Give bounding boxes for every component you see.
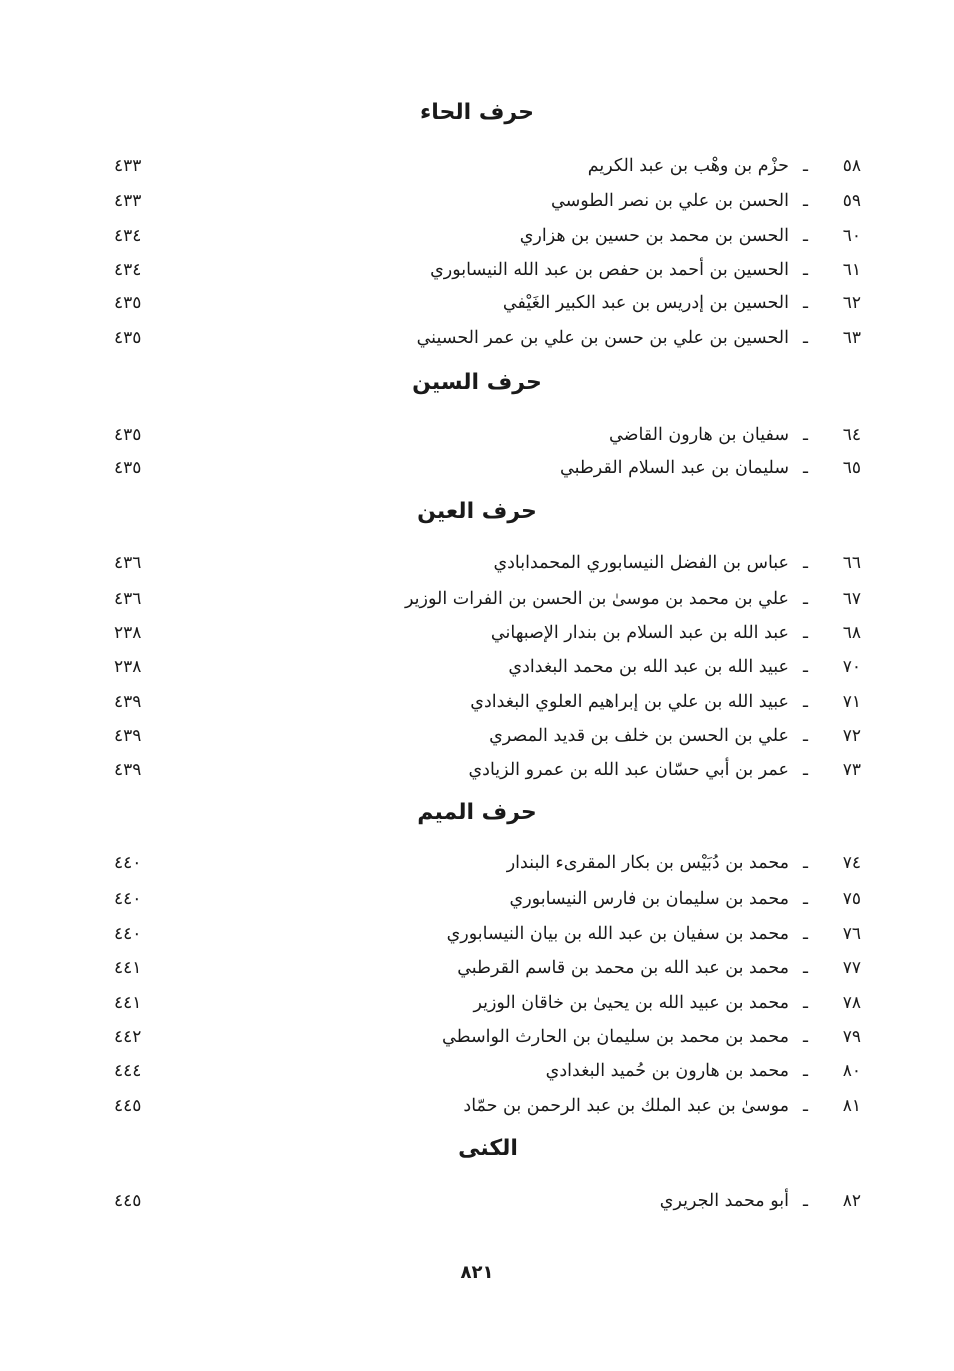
entry-name: محمد بن سفيان بن عبد الله بن بيان النيسابوري <box>446 924 789 944</box>
section-heading-ayn: حرف العين <box>417 499 537 524</box>
entry-name: محمد بن عبيد الله بن يحيىٰ بن خاقان الوزير <box>473 993 789 1013</box>
entry-page: ٤٣٤ <box>114 226 142 246</box>
entry-dash: ـ <box>803 623 808 643</box>
index-entry <box>0 951 954 985</box>
entry-page: ٤٣٤ <box>114 260 142 280</box>
entry-dash: ـ <box>803 191 808 211</box>
entry-name: عمر بن أبي حسّان عبد الله بن عمرو الزيادي <box>468 760 789 780</box>
entry-name: الحسين بن علي بن حسن بن علي بن عمر الحسيني <box>416 328 789 348</box>
entry-page: ٤٤٥ <box>114 1191 142 1211</box>
entry-number: ٧٤ <box>842 853 861 873</box>
section-heading-sin: حرف السين <box>412 370 542 395</box>
index-entry <box>0 321 954 355</box>
entry-page: ٤٣٥ <box>114 425 142 445</box>
entry-page: ٤٤٠ <box>114 889 142 909</box>
entry-number: ٧١ <box>842 692 861 712</box>
entry-number: ٧٣ <box>842 760 861 780</box>
entry-number: ٧٩ <box>842 1027 861 1047</box>
entry-name: الحسن بن محمد بن حسين بن هزاري <box>519 226 789 246</box>
index-entry <box>0 219 954 253</box>
entry-name: عبد الله بن عبد السلام بن بندار الإصبهاني <box>490 623 789 643</box>
entry-page: ٤٤٤ <box>114 1061 142 1081</box>
index-entry <box>0 418 954 452</box>
entry-page: ٤٣٥ <box>114 328 142 348</box>
entry-number: ٧٦ <box>842 924 861 944</box>
entry-number: ٨٢ <box>842 1191 861 1211</box>
entry-number: ٧٨ <box>842 993 861 1013</box>
index-entry <box>0 882 954 916</box>
entry-name: سفيان بن هارون القاضي <box>609 425 789 445</box>
entry-dash: ـ <box>803 924 808 944</box>
entry-dash: ـ <box>803 993 808 1013</box>
index-entry <box>0 1184 954 1218</box>
entry-number: ٦٣ <box>842 328 861 348</box>
entry-dash: ـ <box>803 692 808 712</box>
entry-number: ٨٠ <box>842 1061 861 1081</box>
index-entry <box>0 685 954 719</box>
entry-number: ٦٤ <box>842 425 861 445</box>
entry-dash: ـ <box>803 589 808 609</box>
index-entry <box>0 917 954 951</box>
section-heading-mim: حرف الميم <box>417 800 537 825</box>
entry-page: ٤٣٣ <box>114 191 142 211</box>
entry-dash: ـ <box>803 958 808 978</box>
page-number: ٨٢١ <box>460 1262 494 1283</box>
entry-page: ٤٤٠ <box>114 924 142 944</box>
entry-page: ٤٣٩ <box>114 692 142 712</box>
entry-number: ٧٠ <box>842 657 861 677</box>
index-entry <box>0 546 954 580</box>
entry-page: ٤٤١ <box>114 993 142 1013</box>
entry-name: علي بن الحسن بن خلف بن قديد المصري <box>489 726 789 746</box>
entry-dash: ـ <box>803 1191 808 1211</box>
entry-page: ٤٤١ <box>114 958 142 978</box>
index-entry <box>0 1054 954 1088</box>
entry-name: الحسين بن أحمد بن حفص بن عبد الله النيسابوري <box>430 260 789 280</box>
entry-number: ٦٧ <box>842 589 861 609</box>
entry-name: محمد بن سليمان بن فارس النيسابوري <box>509 889 789 909</box>
index-entry <box>0 719 954 753</box>
entry-name: موسىٰ بن عبد الملك بن عبد الرحمن بن حمّاد <box>463 1096 789 1116</box>
entry-dash: ـ <box>803 1096 808 1116</box>
section-heading-ha: حرف الحاء <box>420 100 534 125</box>
entry-number: ٦١ <box>842 260 861 280</box>
entry-name: حزْم بن وهْب بن عبد الكريم <box>587 156 789 176</box>
entry-page: ٤٣٦ <box>114 553 142 573</box>
entry-dash: ـ <box>803 156 808 176</box>
entry-number: ٦٠ <box>842 226 861 246</box>
entry-page: ٤٤٢ <box>114 1027 142 1047</box>
entry-page: ٢٣٨ <box>114 657 142 677</box>
entry-name: محمد بن عبد الله بن محمد بن قاسم القرطبي <box>457 958 789 978</box>
entry-dash: ـ <box>803 328 808 348</box>
entry-dash: ـ <box>803 760 808 780</box>
entry-number: ٦٦ <box>842 553 861 573</box>
index-entry <box>0 253 954 287</box>
index-entry <box>0 451 954 485</box>
entry-page: ٤٣٩ <box>114 726 142 746</box>
entry-number: ٦٨ <box>842 623 861 643</box>
index-entry <box>0 753 954 787</box>
entry-name: عبيد الله بن عبد الله بن محمد البغدادي <box>508 657 789 677</box>
index-entry <box>0 286 954 320</box>
entry-page: ٤٣٥ <box>114 458 142 478</box>
entry-number: ٦٢ <box>842 293 861 313</box>
entry-page: ٤٣٩ <box>114 760 142 780</box>
entry-page: ٤٣٦ <box>114 589 142 609</box>
entry-page: ٤٤٠ <box>114 853 142 873</box>
entry-name: سليمان بن عبد السلام القرطبي <box>560 458 789 478</box>
entry-page: ٤٣٣ <box>114 156 142 176</box>
entry-page: ٤٣٥ <box>114 293 142 313</box>
entry-page: ٢٣٨ <box>114 623 142 643</box>
entry-dash: ـ <box>803 1027 808 1047</box>
entry-number: ٧٥ <box>842 889 861 909</box>
entry-dash: ـ <box>803 458 808 478</box>
entry-number: ٧٧ <box>842 958 861 978</box>
entry-name: علي بن محمد بن موسىٰ بن الحسن بن الفرات الوزير <box>405 589 789 609</box>
index-entry <box>0 1089 954 1123</box>
entry-dash: ـ <box>803 889 808 909</box>
entry-dash: ـ <box>803 657 808 677</box>
entry-number: ٥٨ <box>842 156 861 176</box>
entry-number: ٨١ <box>842 1096 861 1116</box>
entry-number: ٥٩ <box>842 191 861 211</box>
entry-name: أبو محمد الجريري <box>659 1191 789 1211</box>
entry-name: عبيد الله بن علي بن إبراهيم العلوي البغدادي <box>470 692 789 712</box>
entry-dash: ـ <box>803 226 808 246</box>
index-entry <box>0 1020 954 1054</box>
section-heading-kuna: الكنى <box>458 1136 518 1161</box>
index-entry <box>0 184 954 218</box>
entry-dash: ـ <box>803 726 808 746</box>
entry-dash: ـ <box>803 553 808 573</box>
index-entry <box>0 582 954 616</box>
entry-dash: ـ <box>803 425 808 445</box>
index-entry <box>0 149 954 183</box>
entry-name: الحسين بن إدريس بن عبد الكبير الغَيْفي <box>502 293 789 313</box>
index-entry <box>0 986 954 1020</box>
entry-name: محمد بن محمد بن سليمان بن الحارث الواسطي <box>442 1027 789 1047</box>
entry-number: ٧٢ <box>842 726 861 746</box>
entry-name: الحسن بن علي بن نصر الطوسي <box>551 191 789 211</box>
index-entry <box>0 846 954 880</box>
entry-dash: ـ <box>803 293 808 313</box>
entry-page: ٤٤٥ <box>114 1096 142 1116</box>
entry-dash: ـ <box>803 260 808 280</box>
index-entry <box>0 616 954 650</box>
entry-number: ٦٥ <box>842 458 861 478</box>
entry-dash: ـ <box>803 1061 808 1081</box>
entry-dash: ـ <box>803 853 808 873</box>
index-entry <box>0 650 954 684</box>
entry-name: عباس بن الفضل النيسابوري المحمدابادي <box>493 553 789 573</box>
entry-name: محمد بن هارون بن حُميد البغدادي <box>545 1061 789 1081</box>
entry-name: محمد بن دُبَيْس بن بكار المقرىء البندار <box>506 853 789 873</box>
